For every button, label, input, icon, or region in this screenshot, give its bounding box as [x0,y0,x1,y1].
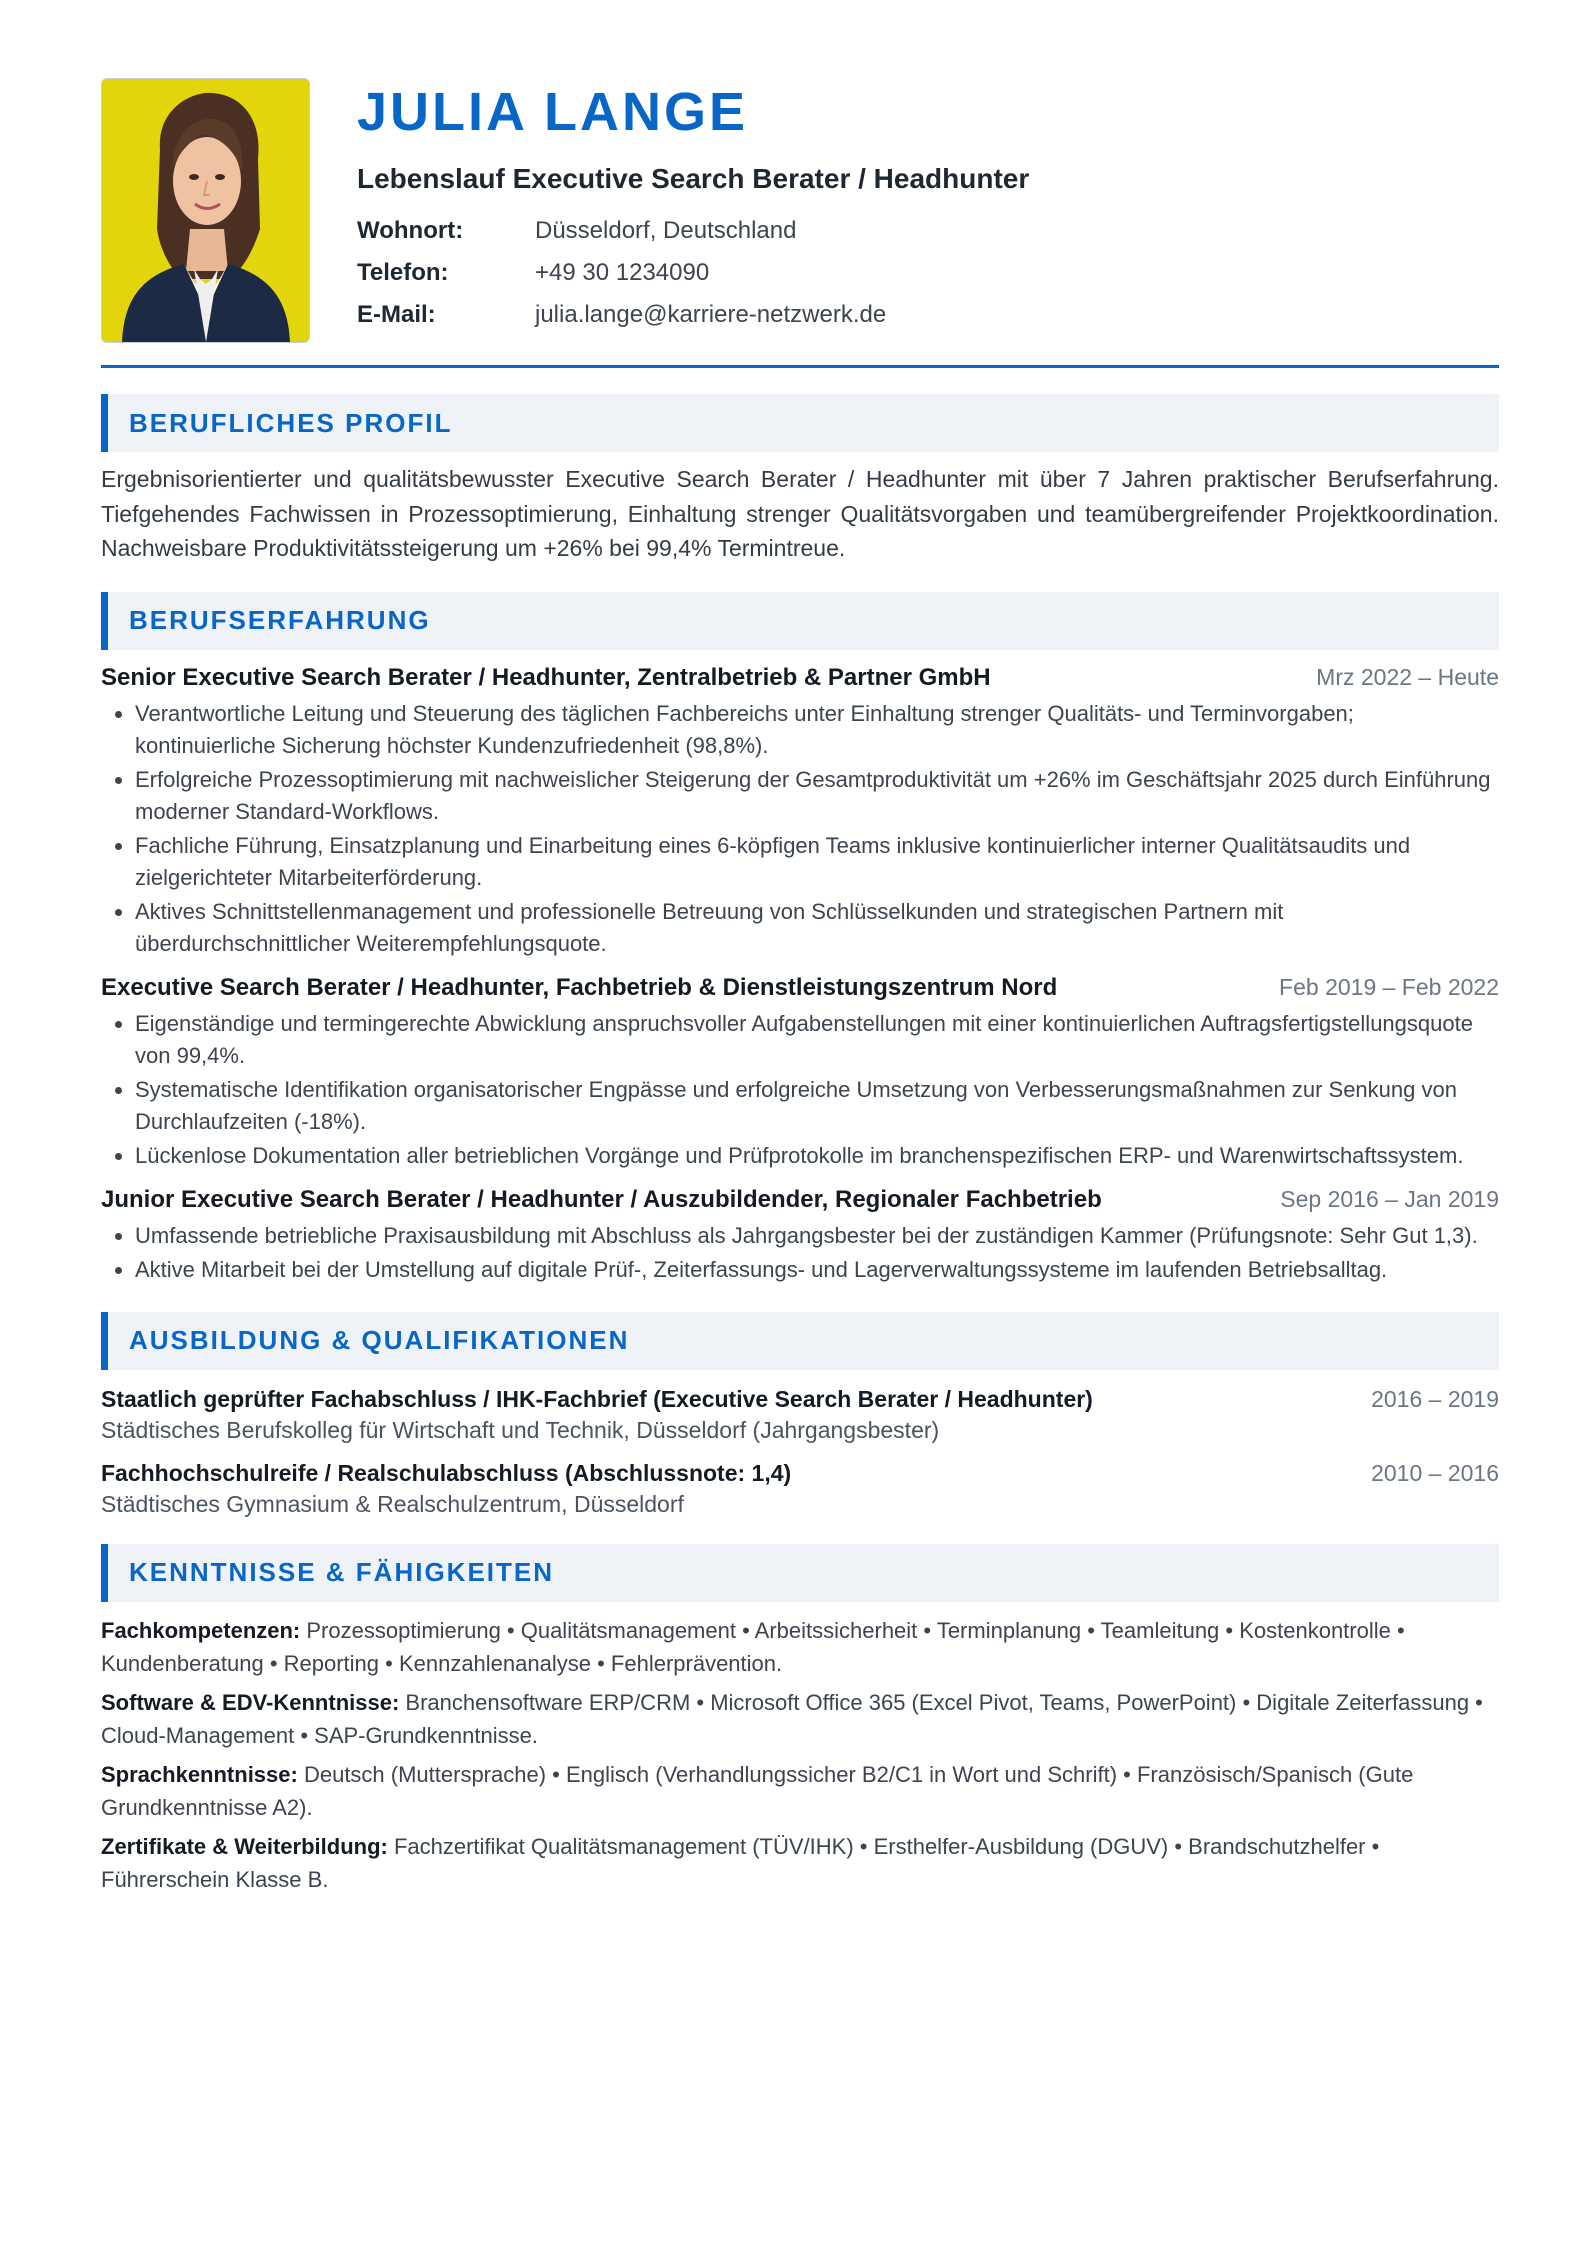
job-entry [101,974,1499,1172]
skill-text: Branchensoftware ERP/CRM • Microsoft Office 365 (Excel Pivot, Teams, PowerPoint) • Digitale Zeiterfassung • Cloud-Management • SAP-Grundkenntnisse. [101,1689,1483,1748]
header-text [357,78,1029,336]
job-bullet: • Systematische Identifikation organisatorischer Engpässe und erfolgreiche Umsetzung von Verbesserungsmaßnahmen zur Senkung von Durchlaufzeiten (-18%). [135,1074,1499,1138]
job-bullet: • Verantwortliche Leitung und Steuerung des täglichen Fachbereichs unter Einhaltung strenger Qualitäts- und Terminvorgaben; kontinuierliche Sicherung höchster Kundenzufriedenheit (98,8%). [135,698,1499,762]
contact-label: Telefon: [357,259,449,286]
education-date: 2010 – 2016 [1371,1459,1499,1486]
section-header-profile [101,394,1499,452]
contact-label: Wohnort: [357,217,464,244]
job-title: Senior Executive Search Berater / Headhunter, Zentralbetrieb & Partner GmbH [101,663,991,691]
skills-list [101,1614,1499,1896]
job-date: Feb 2019 – Feb 2022 [1279,973,1499,1000]
job-header [101,1186,1499,1214]
education-title: Fachhochschulreife / Realschulabschluss (Abschlussnote: 1,4) [101,1459,792,1486]
skill-text: Prozessoptimierung • Qualitätsmanagement • Arbeitssicherheit • Terminplanung • Teamleitung • Kostenkontrolle • Kundenberatung • Reporting • Kennzahlenanalyse • Fehlerprävention. [101,1617,1405,1676]
job-bullet: • Aktives Schnittstellenmanagement und professionelle Betreuung von Schlüsselkunden und strategischen Partnern mit überdurchschnittlicher Weiterempfehlungsquote. [135,896,1499,960]
resume-header [101,78,1499,343]
resume-subtitle: Lebenslauf Executive Search Berater / Headhunter [357,163,1030,194]
section-header-skills [101,1544,1499,1602]
section-title: BERUFLICHES PROFIL [129,407,453,438]
contact-value: +49 30 1234090 [535,259,710,286]
job-entry [101,1186,1499,1286]
skill-label: Sprachkenntnisse: [101,1761,298,1787]
section-title: AUSBILDUNG & QUALIFIKATIONEN [129,1325,630,1355]
contact-list [357,210,1029,336]
job-bullets [101,1220,1499,1286]
education-institution: Städtisches Berufskolleg für Wirtschaft und Technik, Düsseldorf (Jahrgangsbester) [101,1416,940,1443]
contact-row-residence [357,210,1029,252]
contact-value: julia.lange@karriere-netzwerk.de [535,301,887,328]
skill-item [101,1614,1499,1680]
resume-content [101,78,1499,1896]
job-bullet: • Erfolgreiche Prozessoptimierung mit nachweislicher Steigerung der Gesamtproduktivität um +26% im Geschäftsjahr 2025 durch Einführung moderner Standard-Workflows. [135,764,1499,828]
job-date: Mrz 2022 – Heute [1316,663,1499,690]
candidate-name: JULIA LANGE [357,82,749,142]
contact-row-phone [357,252,1029,294]
job-entry [101,664,1499,960]
job-bullet: • Eigenständige und termingerechte Abwicklung anspruchsvoller Aufgabenstellungen mit einer kontinuierlichen Auftragsfertigstellungsquote von 99,4%. [135,1008,1499,1072]
contact-value: Düsseldorf, Deutschland [535,217,797,244]
section-header-education [101,1312,1499,1370]
skill-text: Fachzertifikat Qualitätsmanagement (TÜV/IHK) • Ersthelfer-Ausbildung (DGUV) • Brandschutzhelfer • Führerschein Klasse B. [101,1833,1380,1892]
job-date: Sep 2016 – Jan 2019 [1280,1185,1499,1212]
skill-item [101,1758,1499,1824]
education-entry [101,1460,1499,1518]
header-divider [101,365,1499,368]
skill-item [101,1686,1499,1752]
education-title: Staatlich geprüfter Fachabschluss / IHK-Fachbrief (Executive Search Berater / Headhunter) [101,1385,1093,1412]
skill-label: Software & EDV-Kenntnisse: [101,1689,400,1715]
education-date: 2016 – 2019 [1371,1385,1499,1412]
contact-row-email [357,294,1029,336]
section-header-experience [101,592,1499,650]
skill-item [101,1830,1499,1896]
profile-text: Ergebnisorientierter und qualitätsbewusster Executive Search Berater / Headhunter mit über 7 Jahren praktischer Berufserfahrung. Tiefgehendes Fachwissen in Prozessoptimierung, Einhaltung strenger Qualitätsvorgaben und teamübergreifender Projektkoordination. Nachweisbare Produktivitätssteigerung um +26% bei 99,4% Termintreue. [101,466,1499,561]
contact-label: E-Mail: [357,301,436,328]
section-title: BERUFSERFAHRUNG [129,605,431,635]
section-title: KENNTNISSE & FÄHIGKEITEN [129,1557,555,1587]
profile-photo [101,78,310,343]
education-header [101,1386,1499,1413]
job-bullet: • Fachliche Führung, Einsatzplanung und Einarbeitung eines 6-köpfigen Teams inklusive kontinuierlicher interner Qualitätsaudits und zielgerichteter Mitarbeiterförderung. [135,830,1499,894]
skill-label: Zertifikate & Weiterbildung: [101,1833,388,1859]
job-header [101,974,1499,1002]
job-bullets [101,698,1499,960]
education-header [101,1460,1499,1487]
education-institution: Städtisches Gymnasium & Realschulzentrum, Düsseldorf [101,1490,684,1517]
skill-label: Fachkompetenzen: [101,1617,301,1643]
job-bullets [101,1008,1499,1172]
education-entry [101,1386,1499,1444]
skill-text: Deutsch (Muttersprache) • Englisch (Verhandlungssicher B2/C1 in Wort und Schrift) • Französisch/Spanisch (Gute Grundkenntnisse A2). [101,1761,1414,1820]
job-bullet: • Aktive Mitarbeit bei der Umstellung auf digitale Prüf-, Zeiterfassungs- und Lagerverwaltungssysteme im laufenden Betriebsalltag. [135,1254,1499,1286]
job-title: Junior Executive Search Berater / Headhunter / Auszubildender, Regionaler Fachbetrieb [101,1185,1102,1213]
job-bullet: • Lückenlose Dokumentation aller betrieblichen Vorgänge und Prüfprotokolle im branchenspezifischen ERP- und Warenwirtschaftssystem. [135,1140,1499,1172]
job-title: Executive Search Berater / Headhunter, Fachbetrieb & Dienstleistungszentrum Nord [101,973,1058,1001]
job-header [101,664,1499,692]
job-bullet: • Umfassende betriebliche Praxisausbildung mit Abschluss als Jahrgangsbester bei der zuständigen Kammer (Prüfungsnote: Sehr Gut 1,3). [135,1220,1499,1252]
